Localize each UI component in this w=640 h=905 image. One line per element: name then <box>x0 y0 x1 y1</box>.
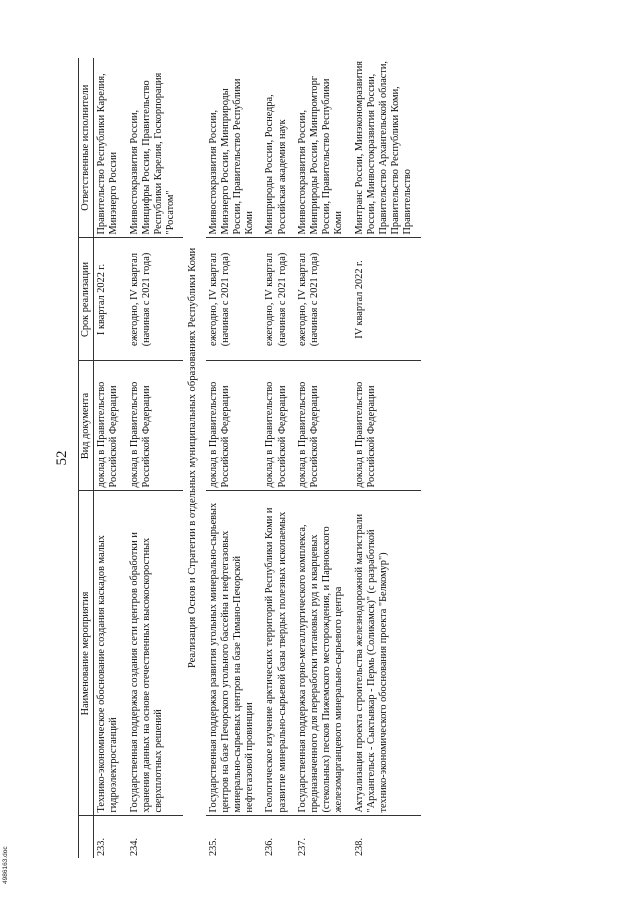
table-row <box>206 58 263 858</box>
row-responsible: Правительство Республики Карелия, Минэнерго России <box>94 58 127 238</box>
table-row <box>94 58 127 858</box>
row-number: 236. <box>264 837 276 856</box>
row-doc: доклад в Правительство Российской Федерации <box>94 361 127 491</box>
row-term: ежегодно, IV квартал (начиная с 2021 года) <box>295 238 352 361</box>
page-number: 52 <box>54 450 70 466</box>
row-term: IV квартал 2022 г. <box>352 238 421 361</box>
footer-filename: 4986163.doc <box>2 846 9 884</box>
measures-table <box>78 58 421 858</box>
row-responsible: Минвостокразвития России, Минприроды России, Минпромторг России, Правительство Республики Коми <box>295 58 352 238</box>
row-number: 238. <box>353 837 365 856</box>
row-term: ежегодно, IV квартал (начиная с 2021 года) <box>262 238 294 361</box>
row-responsible: Минтранс России, Минэкономразвития России, Минвостокразвития России, Правительство Архангельской области, Правительство Республики Коми, Правительство <box>352 58 421 238</box>
header-name: Наименование мероприятия <box>79 491 94 816</box>
section-title: Реализация Основ и Стратегии в отдельных муниципальных образованиях Республики Коми <box>187 247 199 669</box>
section-row <box>183 58 205 858</box>
row-number: 237. <box>296 837 308 856</box>
row-name: Геологическое изучение арктических территорий Республики Коми и развитие минерально-сырьевой базы твердых полезных ископаемых <box>262 491 294 816</box>
row-name: Технико-экономическое обоснование создания каскадов малых гидроэлектростанций <box>94 491 127 816</box>
rotated-page <box>50 58 613 858</box>
header-term: Срок реализации <box>79 238 94 361</box>
row-doc: доклад в Правительство Российской Федерации <box>206 361 263 491</box>
table-row <box>127 58 184 858</box>
table-row <box>262 58 294 858</box>
row-term: ежегодно, IV квартал (начиная с 2021 года) <box>127 238 184 361</box>
row-name: Государственная поддержка горно-металлургического комплекса, предназначенного для переработки титановых руд и кварцевых (стекольных) песков Пижемского месторождения, и Парнокского железомарганцевого минерально-сырьевого центра <box>295 491 352 816</box>
row-doc: доклад в Правительство Российской Федерации <box>262 361 294 491</box>
row-term: I квартал 2022 г. <box>94 238 127 361</box>
table-row <box>352 58 421 858</box>
row-doc: доклад в Правительство Российской Федерации <box>127 361 184 491</box>
header-responsible: Ответственные исполнители <box>79 58 94 238</box>
row-name: Государственная поддержка развития угольных минерально-сырьевых центров на базе Печорского угольного бассейна и нефтегазовых минерально-сырьевых центров на базе Тимано-Печорской нефтегазовой провинции <box>206 491 263 816</box>
row-number: 233. <box>96 837 108 856</box>
row-number: 234. <box>128 837 140 856</box>
table-header-row <box>79 58 94 858</box>
row-number: 235. <box>207 837 219 856</box>
header-number <box>79 816 94 858</box>
header-doc: Вид документа <box>79 361 94 491</box>
row-doc: доклад в Правительство Российской Федерации <box>295 361 352 491</box>
row-term: ежегодно, IV квартал (начиная с 2021 года) <box>206 238 263 361</box>
row-name: Государственная поддержка создания сети центров обработки и хранения данных на основе отечественных высокоскоростных сверхплотных решений <box>127 491 184 816</box>
row-responsible: Минвостокразвития России, Минэнерго России, Минприроды России, Правительство Республики Коми <box>206 58 263 238</box>
table-row <box>295 58 352 858</box>
row-responsible: Минвостокразвития России, Минцифры России, Правительство Республики Карелия, Госкорпорация "Росатом" <box>127 58 184 238</box>
row-name: Актуализация проекта строительства железнодорожной магистрали "Архангельск - Сыктывкар - Пермь (Соликамск)" (с разработкой технико-экономического обоснования проекта "Белкомур") <box>352 491 421 816</box>
row-responsible: Минприроды России, Роснедра, Российская академия наук <box>262 58 294 238</box>
row-doc: доклад в Правительство Российской Федерации <box>352 361 421 491</box>
